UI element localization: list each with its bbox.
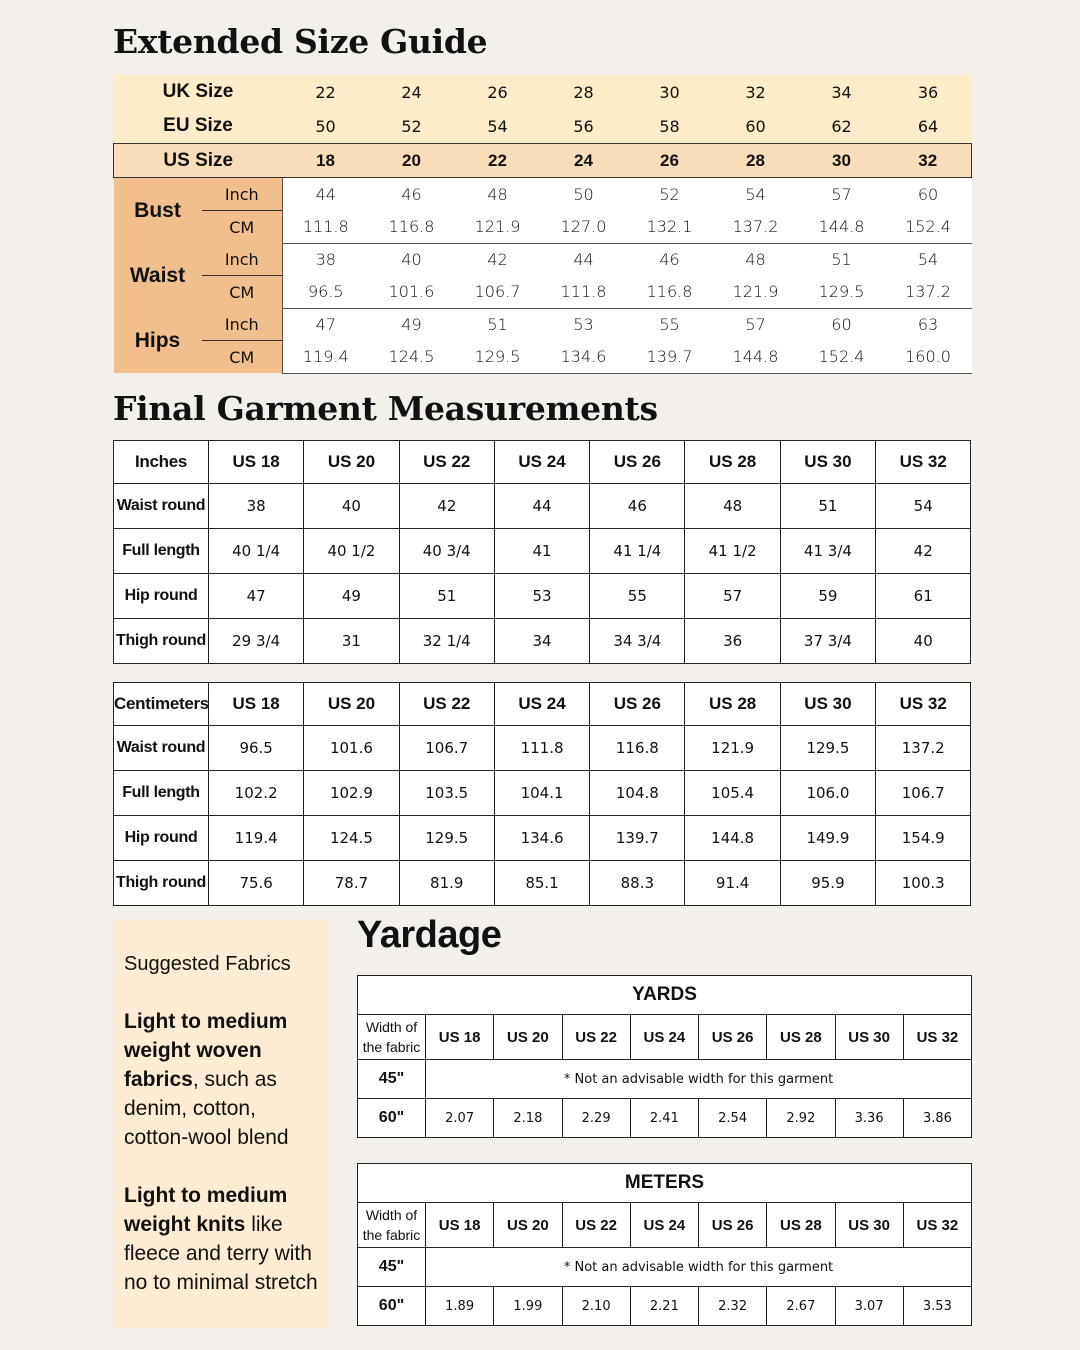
row-label: Waist round <box>114 484 209 529</box>
measure-value: 54 <box>876 484 971 529</box>
measure-value: 116.8 <box>590 726 685 771</box>
measure-value: 111.8 <box>541 276 627 309</box>
fabrics-woven <box>124 1007 324 1152</box>
measure-value: 42 <box>876 529 971 574</box>
measure-value: 42 <box>399 484 494 529</box>
width-value: 60" <box>358 1099 426 1138</box>
size-guide-title: Extended Size Guide <box>113 22 488 61</box>
measure-value: 129.5 <box>799 276 885 309</box>
size-header: US 22 <box>399 683 494 726</box>
measure-value: 61 <box>876 574 971 619</box>
measure-value: 34 <box>494 619 589 664</box>
yardage-value: 2.07 <box>426 1099 494 1138</box>
measure-value: 104.1 <box>494 771 589 816</box>
measure-value: 48 <box>455 178 541 211</box>
measure-name: Waist <box>114 243 202 308</box>
size-header: US 30 <box>780 683 875 726</box>
measure-value: 124.5 <box>369 341 455 374</box>
measure-value: 106.7 <box>455 276 541 309</box>
measure-value: 85.1 <box>494 861 589 906</box>
yardage-value: 3.07 <box>835 1287 903 1326</box>
measure-value: 54 <box>713 178 799 211</box>
row-label: Full length <box>114 529 209 574</box>
yardage-value: 2.32 <box>699 1287 767 1326</box>
size-cell: 18 <box>283 144 369 178</box>
measure-value: 137.2 <box>876 726 971 771</box>
measure-value: 59 <box>780 574 875 619</box>
width-value: 60" <box>358 1287 426 1326</box>
size-cell: 64 <box>885 109 972 144</box>
measure-value: 63 <box>885 308 972 341</box>
table-row <box>114 619 971 664</box>
measure-value: 154.9 <box>876 816 971 861</box>
measure-value: 102.9 <box>304 771 399 816</box>
table-header-row <box>358 1015 972 1060</box>
measure-value: 38 <box>209 484 304 529</box>
garment-title: Final Garment Measurements <box>113 389 658 428</box>
unit-header: Centimeters <box>114 683 209 726</box>
measure-value: 47 <box>283 308 369 341</box>
size-cell: 36 <box>885 75 972 109</box>
table-header-row <box>114 683 971 726</box>
size-cell: 56 <box>541 109 627 144</box>
suggested-fabrics-box <box>113 920 330 1328</box>
size-cell: 32 <box>713 75 799 109</box>
yardage-value: 2.18 <box>494 1099 562 1138</box>
measure-value: 116.8 <box>369 211 455 244</box>
unit-label-inch: Inch <box>202 308 283 341</box>
size-header: US 28 <box>685 441 780 484</box>
measure-value: 53 <box>494 574 589 619</box>
size-cell: 60 <box>713 109 799 144</box>
measure-value: 40 <box>369 243 455 276</box>
measure-value: 41 3/4 <box>780 529 875 574</box>
measure-value: 41 <box>494 529 589 574</box>
measure-name: Bust <box>114 178 202 244</box>
size-cell: 54 <box>455 109 541 144</box>
measure-value: 44 <box>494 484 589 529</box>
measure-value: 51 <box>455 308 541 341</box>
size-header: US 22 <box>562 1015 630 1060</box>
row-label: Waist round <box>114 726 209 771</box>
measure-value: 34 3/4 <box>590 619 685 664</box>
row-label: Full length <box>114 771 209 816</box>
width-header <box>358 1203 426 1248</box>
measure-value: 137.2 <box>885 276 972 309</box>
fabrics-knits-rest: like fleece and terry with no to minimal stretch <box>124 1213 318 1294</box>
size-header: US 22 <box>562 1203 630 1248</box>
yardage-value: 3.36 <box>835 1099 903 1138</box>
size-header: US 18 <box>209 441 304 484</box>
measure-value: 116.8 <box>627 276 713 309</box>
size-cell: 32 <box>885 144 972 178</box>
measure-value: 54 <box>885 243 972 276</box>
size-cell: 52 <box>369 109 455 144</box>
measure-value: 48 <box>713 243 799 276</box>
width-60-row <box>358 1287 972 1326</box>
yardage-title: Yardage <box>357 914 502 956</box>
measure-value: 29 3/4 <box>209 619 304 664</box>
measure-value: 129.5 <box>780 726 875 771</box>
not-advisable-note: * Not an advisable width for this garment <box>426 1060 972 1099</box>
size-header: US 26 <box>590 683 685 726</box>
not-advisable-note: * Not an advisable width for this garment <box>426 1248 972 1287</box>
size-header: US 32 <box>903 1015 971 1060</box>
size-header: US 20 <box>494 1203 562 1248</box>
size-header: US 28 <box>685 683 780 726</box>
width-60-row <box>358 1099 972 1138</box>
measure-value: 52 <box>627 178 713 211</box>
size-header: US 18 <box>426 1015 494 1060</box>
table-caption: METERS <box>358 1164 972 1203</box>
size-header: US 20 <box>304 683 399 726</box>
measure-value: 106.7 <box>399 726 494 771</box>
measure-value: 44 <box>541 243 627 276</box>
size-cell: 58 <box>627 109 713 144</box>
measure-value: 51 <box>799 243 885 276</box>
yardage-value: 2.67 <box>767 1287 835 1326</box>
size-header: US 32 <box>903 1203 971 1248</box>
measure-value: 50 <box>541 178 627 211</box>
measure-value: 49 <box>369 308 455 341</box>
measure-value: 121.9 <box>455 211 541 244</box>
table-header-row <box>114 441 971 484</box>
measure-value: 46 <box>590 484 685 529</box>
fabrics-woven-bold: Light to medium weight woven fabrics <box>124 1010 288 1091</box>
measure-value: 57 <box>713 308 799 341</box>
measure-value: 57 <box>685 574 780 619</box>
size-header: US 26 <box>699 1203 767 1248</box>
measure-value: 119.4 <box>283 341 369 374</box>
width-label-line: the fabric <box>362 1227 421 1243</box>
table-row <box>114 529 971 574</box>
size-cell: 50 <box>283 109 369 144</box>
measure-value: 31 <box>304 619 399 664</box>
measure-value: 149.9 <box>780 816 875 861</box>
measure-value: 47 <box>209 574 304 619</box>
measure-value: 137.2 <box>713 211 799 244</box>
measure-value: 95.9 <box>780 861 875 906</box>
garment-centimeters-table <box>113 682 971 906</box>
measure-value: 129.5 <box>399 816 494 861</box>
measure-value: 40 <box>876 619 971 664</box>
measure-value: 134.6 <box>494 816 589 861</box>
measure-value: 40 3/4 <box>399 529 494 574</box>
table-header-row <box>358 1203 972 1248</box>
measure-value: 103.5 <box>399 771 494 816</box>
unit-label-cm: CM <box>202 276 283 309</box>
size-cell: 62 <box>799 109 885 144</box>
yardage-value: 1.99 <box>494 1287 562 1326</box>
width-45-row <box>358 1248 972 1287</box>
measure-value: 40 1/2 <box>304 529 399 574</box>
size-cell: 20 <box>369 144 455 178</box>
width-label-line: the fabric <box>362 1039 421 1055</box>
size-header: US 22 <box>399 441 494 484</box>
yardage-value: 2.92 <box>767 1099 835 1138</box>
table-row <box>114 574 971 619</box>
measure-value: 132.1 <box>627 211 713 244</box>
size-header: US 20 <box>304 441 399 484</box>
row-label: Thigh round <box>114 619 209 664</box>
measure-value: 139.7 <box>627 341 713 374</box>
measure-value: 46 <box>627 243 713 276</box>
size-cell: 26 <box>455 75 541 109</box>
measure-value: 49 <box>304 574 399 619</box>
measure-value: 57 <box>799 178 885 211</box>
table-row <box>114 484 971 529</box>
measure-value: 144.8 <box>713 341 799 374</box>
size-cell: 30 <box>627 75 713 109</box>
row-label: Hip round <box>114 816 209 861</box>
measure-value: 60 <box>799 308 885 341</box>
measure-value: 139.7 <box>590 816 685 861</box>
measure-name: Hips <box>114 308 202 373</box>
measure-value: 121.9 <box>713 276 799 309</box>
measure-value: 144.8 <box>799 211 885 244</box>
measure-value: 46 <box>369 178 455 211</box>
measure-value: 40 1/4 <box>209 529 304 574</box>
width-value: 45" <box>358 1060 426 1099</box>
size-header: US 24 <box>494 441 589 484</box>
measure-value: 78.7 <box>304 861 399 906</box>
size-header: US 30 <box>835 1203 903 1248</box>
size-header: US 28 <box>767 1015 835 1060</box>
measure-cm-row <box>114 341 972 374</box>
unit-header: Inches <box>114 441 209 484</box>
measure-value: 44 <box>283 178 369 211</box>
size-header: US 18 <box>209 683 304 726</box>
fabrics-woven-rest: , such as denim, cotton, cotton-wool blend <box>124 1068 289 1149</box>
width-value: 45" <box>358 1248 426 1287</box>
table-row <box>114 726 971 771</box>
measure-value: 41 1/2 <box>685 529 780 574</box>
unit-label-cm: CM <box>202 211 283 244</box>
size-guide-table <box>113 75 972 374</box>
measure-value: 53 <box>541 308 627 341</box>
yardage-value: 2.54 <box>699 1099 767 1138</box>
measure-value: 111.8 <box>283 211 369 244</box>
uk-size-row-label: UK Size <box>114 75 283 109</box>
measure-value: 106.0 <box>780 771 875 816</box>
measure-value: 51 <box>780 484 875 529</box>
size-cell: 26 <box>627 144 713 178</box>
yardage-value: 2.21 <box>630 1287 698 1326</box>
table-row <box>114 771 971 816</box>
measure-value: 111.8 <box>494 726 589 771</box>
measure-value: 160.0 <box>885 341 972 374</box>
measure-value: 38 <box>283 243 369 276</box>
uk-size-row <box>114 75 972 109</box>
measure-value: 32 1/4 <box>399 619 494 664</box>
width-label-line: Width of <box>365 1207 418 1223</box>
yardage-yards-table <box>357 975 972 1138</box>
yardage-value: 2.41 <box>630 1099 698 1138</box>
measure-value: 55 <box>590 574 685 619</box>
yardage-meters-table <box>357 1163 972 1326</box>
size-header: US 24 <box>630 1015 698 1060</box>
table-caption-row <box>358 976 972 1015</box>
size-cell: 24 <box>369 75 455 109</box>
measure-value: 37 3/4 <box>780 619 875 664</box>
measure-value: 152.4 <box>885 211 972 244</box>
yardage-value: 1.89 <box>426 1287 494 1326</box>
measure-cm-row <box>114 211 972 244</box>
table-row <box>114 816 971 861</box>
us-size-row-label: US Size <box>114 144 283 178</box>
size-cell: 28 <box>713 144 799 178</box>
size-cell: 22 <box>283 75 369 109</box>
unit-label-inch: Inch <box>202 243 283 276</box>
unit-label-cm: CM <box>202 341 283 374</box>
size-header: US 32 <box>876 441 971 484</box>
eu-size-row-label: EU Size <box>114 109 283 144</box>
measure-value: 127.0 <box>541 211 627 244</box>
table-caption: YARDS <box>358 976 972 1015</box>
measure-value: 41 1/4 <box>590 529 685 574</box>
yardage-value: 3.53 <box>903 1287 971 1326</box>
measure-inch-row <box>114 308 972 341</box>
measure-value: 144.8 <box>685 816 780 861</box>
size-header: US 26 <box>590 441 685 484</box>
measure-value: 129.5 <box>455 341 541 374</box>
size-header: US 30 <box>780 441 875 484</box>
table-caption-row <box>358 1164 972 1203</box>
measure-value: 100.3 <box>876 861 971 906</box>
measure-value: 105.4 <box>685 771 780 816</box>
eu-size-row <box>114 109 972 144</box>
size-cell: 30 <box>799 144 885 178</box>
table-row <box>114 861 971 906</box>
size-cell: 22 <box>455 144 541 178</box>
size-header: US 18 <box>426 1203 494 1248</box>
width-45-row <box>358 1060 972 1099</box>
measure-inch-row <box>114 243 972 276</box>
fabrics-heading: Suggested Fabrics <box>124 953 291 975</box>
measure-value: 102.2 <box>209 771 304 816</box>
us-size-row <box>114 144 972 178</box>
size-header: US 26 <box>699 1015 767 1060</box>
measure-value: 106.7 <box>876 771 971 816</box>
measure-value: 101.6 <box>369 276 455 309</box>
measure-value: 75.6 <box>209 861 304 906</box>
measure-value: 121.9 <box>685 726 780 771</box>
row-label: Hip round <box>114 574 209 619</box>
size-header: US 24 <box>630 1203 698 1248</box>
measure-value: 91.4 <box>685 861 780 906</box>
yardage-value: 2.29 <box>562 1099 630 1138</box>
fabrics-knits <box>124 1181 324 1297</box>
yardage-value: 2.10 <box>562 1287 630 1326</box>
measure-value: 48 <box>685 484 780 529</box>
size-cell: 34 <box>799 75 885 109</box>
measure-value: 104.8 <box>590 771 685 816</box>
measure-value: 101.6 <box>304 726 399 771</box>
measure-value: 42 <box>455 243 541 276</box>
measure-inch-row <box>114 178 972 211</box>
measure-value: 81.9 <box>399 861 494 906</box>
measure-value: 134.6 <box>541 341 627 374</box>
yardage-value: 3.86 <box>903 1099 971 1138</box>
size-header: US 20 <box>494 1015 562 1060</box>
measure-value: 51 <box>399 574 494 619</box>
measure-value: 119.4 <box>209 816 304 861</box>
measure-value: 88.3 <box>590 861 685 906</box>
size-header: US 30 <box>835 1015 903 1060</box>
measure-value: 55 <box>627 308 713 341</box>
measure-value: 152.4 <box>799 341 885 374</box>
measure-value: 96.5 <box>209 726 304 771</box>
width-label-line: Width of <box>365 1019 418 1035</box>
measure-value: 36 <box>685 619 780 664</box>
fabrics-knits-bold: Light to medium weight knits <box>124 1184 288 1236</box>
size-header: US 32 <box>876 683 971 726</box>
size-cell: 28 <box>541 75 627 109</box>
row-label: Thigh round <box>114 861 209 906</box>
garment-inches-table <box>113 440 971 664</box>
measure-value: 40 <box>304 484 399 529</box>
unit-label-inch: Inch <box>202 178 283 211</box>
width-header <box>358 1015 426 1060</box>
measure-value: 96.5 <box>283 276 369 309</box>
size-header: US 28 <box>767 1203 835 1248</box>
measure-cm-row <box>114 276 972 309</box>
measure-value: 60 <box>885 178 972 211</box>
size-header: US 24 <box>494 683 589 726</box>
measure-value: 124.5 <box>304 816 399 861</box>
size-cell: 24 <box>541 144 627 178</box>
